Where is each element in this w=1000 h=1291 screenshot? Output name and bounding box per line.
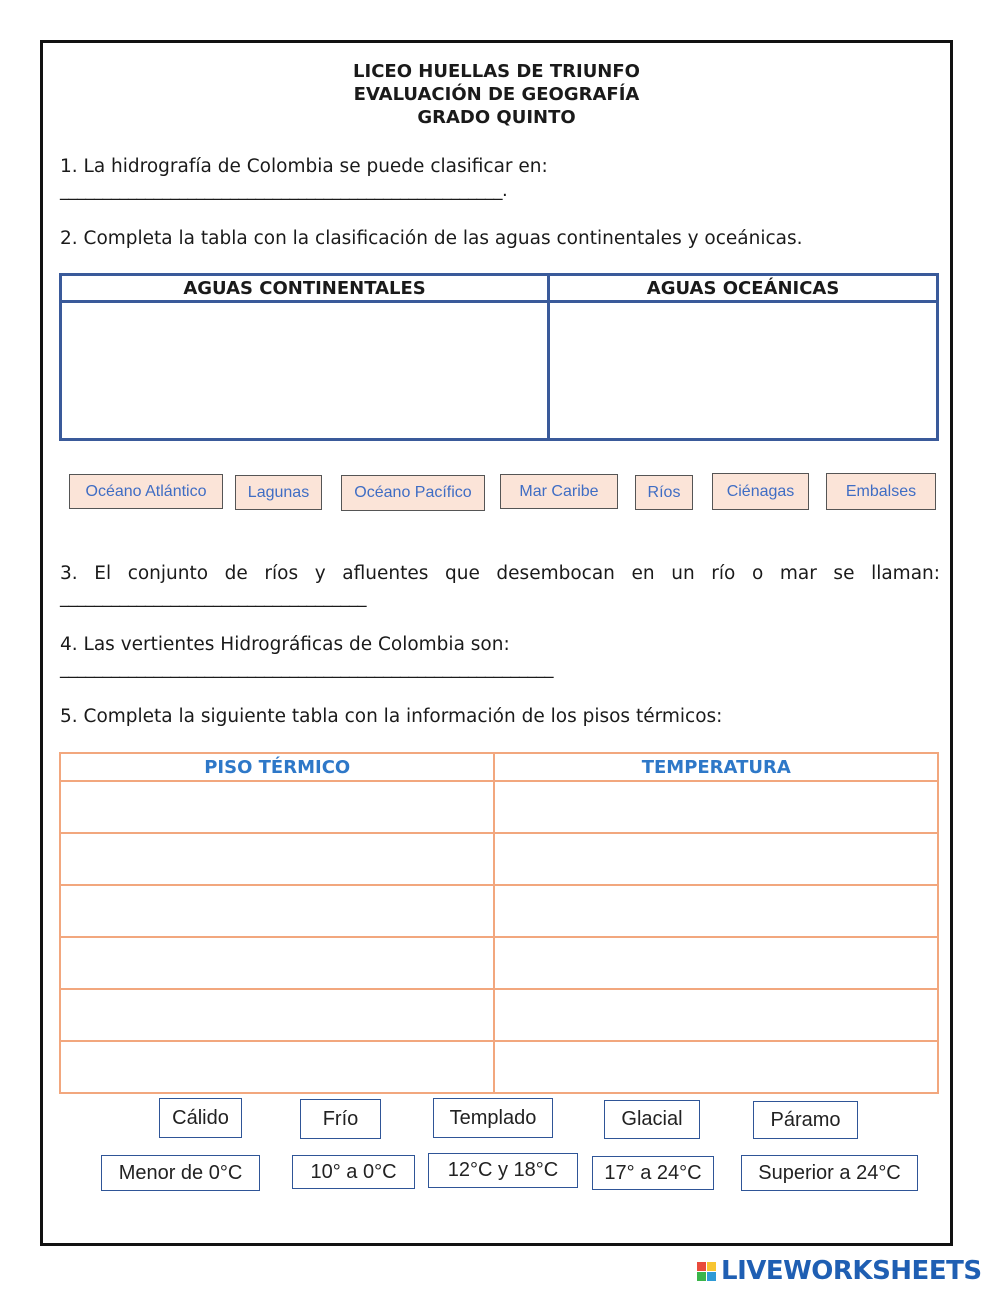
temperature-cell[interactable]	[494, 989, 938, 1041]
waters-table	[59, 273, 939, 441]
school-name: LICEO HUELLAS DE TRIUNFO	[353, 61, 640, 82]
chip-mar-caribe[interactable]: Mar Caribe	[500, 474, 618, 509]
question-5-text: 5. Completa la siguiente tabla con la información de los pisos térmicos:	[60, 706, 723, 727]
chip-embalses[interactable]: Embalses	[826, 473, 936, 510]
floor-name-cell[interactable]	[60, 833, 494, 885]
grade-title: GRADO QUINTO	[417, 107, 576, 128]
chip-oceano-pacifico[interactable]: Océano Pacífico	[341, 475, 485, 511]
logo-blocks-icon	[697, 1262, 716, 1281]
temperature-cell[interactable]	[494, 833, 938, 885]
floor-name-cell[interactable]	[60, 937, 494, 989]
exam-title: EVALUACIÓN DE GEOGRAFÍA	[353, 84, 640, 105]
thermal-floors-table	[59, 752, 939, 1094]
question-4-answer-line[interactable]: __________________________________________________________	[60, 658, 553, 679]
liveworksheets-logo[interactable]	[697, 1256, 982, 1286]
card-frio[interactable]: Frío	[300, 1099, 381, 1139]
question-3	[60, 562, 940, 610]
question-3-answer-line[interactable]: ____________________________________	[60, 587, 366, 608]
question-1	[60, 155, 940, 203]
table-row	[60, 781, 938, 833]
card-templado[interactable]: Templado	[433, 1098, 553, 1138]
floor-name-cell[interactable]	[60, 781, 494, 833]
chip-oceano-atlantico[interactable]: Océano Atlántico	[69, 474, 223, 509]
floors-header-temperatura: TEMPERATURA	[494, 753, 938, 781]
question-4	[60, 633, 940, 681]
floor-name-cell[interactable]	[60, 885, 494, 937]
card-paramo[interactable]: Páramo	[753, 1101, 858, 1139]
card-10-a-0[interactable]: 10° a 0°C	[292, 1155, 415, 1189]
question-1-text: 1. La hidrografía de Colombia se puede clasificar en:	[60, 156, 548, 177]
card-12-y-18[interactable]: 12°C y 18°C	[428, 1153, 578, 1188]
question-2-text: 2. Completa la tabla con la clasificación de las aguas continentales y oceánicas.	[60, 228, 803, 249]
waters-header-continental: AGUAS CONTINENTALES	[61, 275, 549, 302]
temperature-cell[interactable]	[494, 781, 938, 833]
card-glacial[interactable]: Glacial	[604, 1100, 700, 1139]
worksheet-header	[40, 60, 953, 129]
table-row	[60, 937, 938, 989]
chip-lagunas[interactable]: Lagunas	[235, 475, 322, 510]
table-row	[60, 885, 938, 937]
chip-rios[interactable]: Ríos	[635, 475, 693, 510]
question-1-answer-line[interactable]: ____________________________________________________.	[60, 180, 508, 201]
temperature-cell[interactable]	[494, 885, 938, 937]
floor-name-cell[interactable]	[60, 1041, 494, 1093]
card-17-a-24[interactable]: 17° a 24°C	[592, 1156, 714, 1190]
card-calido[interactable]: Cálido	[159, 1098, 242, 1138]
card-menor-0[interactable]: Menor de 0°C	[101, 1155, 260, 1191]
temperature-cell[interactable]	[494, 937, 938, 989]
card-superior-24[interactable]: Superior a 24°C	[741, 1155, 918, 1191]
temperature-cell[interactable]	[494, 1041, 938, 1093]
waters-header-oceanic: AGUAS OCEÁNICAS	[549, 275, 938, 302]
floor-name-cell[interactable]	[60, 989, 494, 1041]
table-row	[60, 1041, 938, 1093]
question-4-text: 4. Las vertientes Hidrográficas de Colombia son:	[60, 634, 510, 655]
oceanic-drop-zone[interactable]	[549, 302, 938, 440]
continental-drop-zone[interactable]	[61, 302, 549, 440]
floors-header-piso: PISO TÉRMICO	[60, 753, 494, 781]
table-row	[60, 833, 938, 885]
logo-text: LIVEWORKSHEETS	[721, 1256, 982, 1286]
table-row	[60, 989, 938, 1041]
question-3-text: 3. El conjunto de ríos y afluentes que desembocan en un río o mar se llaman:	[60, 563, 940, 584]
chip-cienagas[interactable]: Ciénagas	[712, 473, 809, 510]
